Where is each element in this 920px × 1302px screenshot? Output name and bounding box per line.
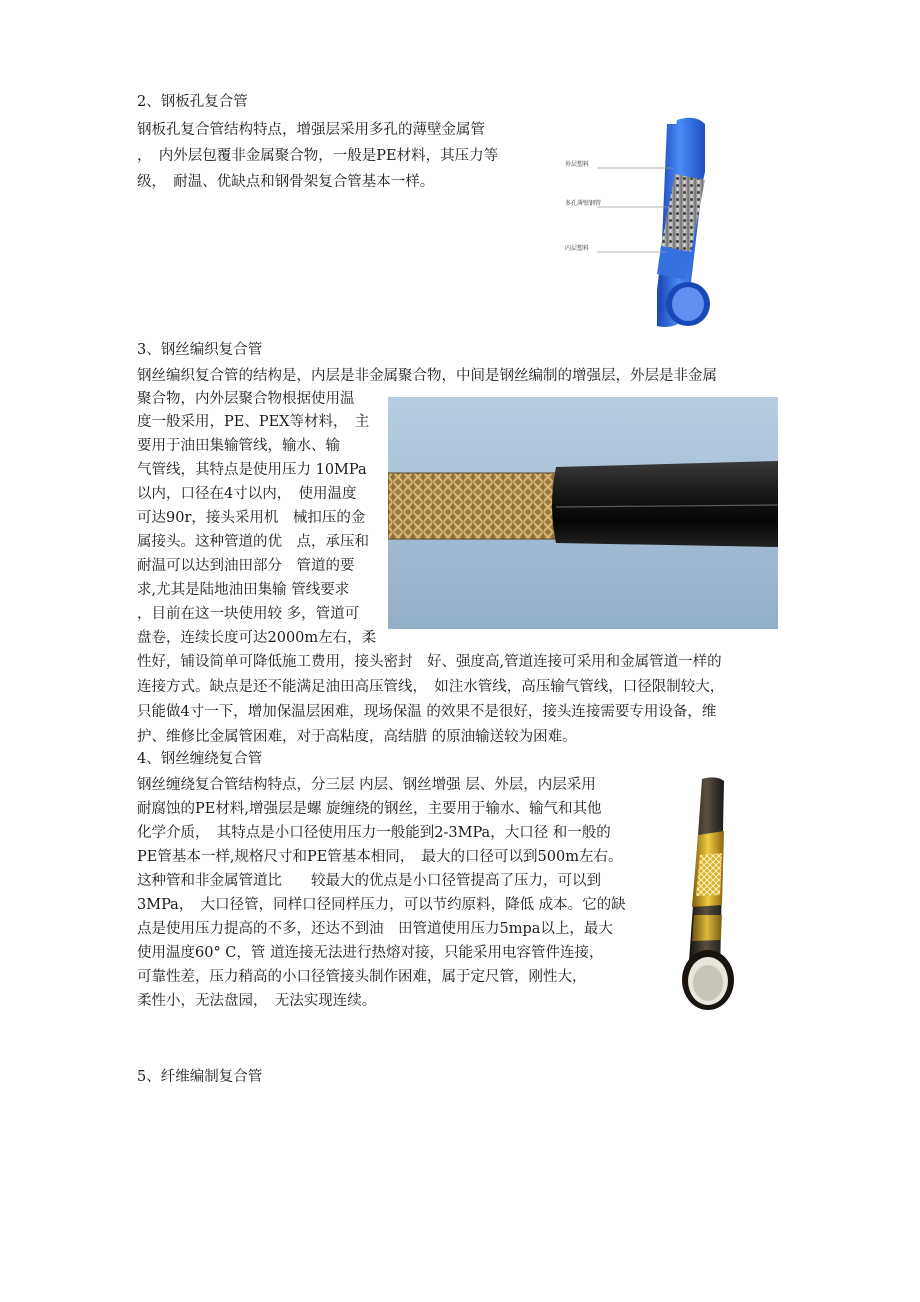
paragraph-line: 柔性小，无法盘园， 无法实现连续。 — [137, 993, 377, 1009]
paragraph-line: 可靠性差，压力稍高的小口径管接头制作困难，属于定尺管，刚性大， — [137, 969, 587, 985]
section-3-heading: 3、钢丝编织复合管 — [137, 342, 263, 358]
paragraph-line: 使用温度60° C，管 道连接无法进行热熔对接，只能采用电容管件连接， — [137, 945, 604, 961]
paragraph-line: 耐腐蚀的PE材料,增强层是螺 旋缠绕的钢丝，主要用于输水、输气和其他 — [137, 801, 602, 817]
paragraph-line: 气管线，其特点是使用压力 10MPa — [137, 462, 367, 478]
paragraph-line: 性好，铺设简单可降低施工费用，接头密封 好、强度高,管道连接可采用和金属管道一样的 — [137, 654, 722, 670]
figure-label-steel: 多孔薄壁钢管 — [565, 200, 602, 207]
paragraph-line: 盘卷，连续长度可达2000m左右，柔 — [137, 630, 377, 646]
paragraph-line: 这种管和非金属管道比 较最大的优点是小口径管提高了压力，可以到 — [137, 873, 601, 889]
section-3-body-left — [137, 410, 376, 650]
paragraph-line: 钢板孔复合管结构特点，增强层采用多孔的薄壁金属管 — [137, 122, 485, 138]
perforated-steel-pipe-figure — [555, 112, 745, 334]
paragraph-line: 钢丝缠绕复合管结构特点，分三层 内层、钢丝增强 层、外层，内层采用 — [137, 777, 596, 793]
paragraph-line: 只能做4寸一下，增加保温层困难，现场保温 的效果不是很好，接头连接需要专用设备，维 — [137, 704, 717, 720]
paragraph-line: 护、维修比金属管困难，对于高粘度，高结腊 的原油输送较为困难。 — [137, 729, 577, 745]
paragraph-line: 化学介质， 其特点是小口径使用压力一般能到2-3MPa，大口径 和一般的 — [137, 825, 611, 841]
paragraph-line: 连接方式。缺点是还不能满足油田高压管线， 如注水管线，高压输气管线，口径限制较大， — [137, 679, 725, 695]
paragraph-line: 属接头。这种管道的优 点，承压和 — [137, 534, 369, 550]
paragraph-line: ， 内外层包覆非金属聚合物，一般是PE材料，其压力等 — [137, 148, 499, 164]
paragraph-line: ，目前在这一块使用较 多，管道可 — [137, 606, 360, 622]
section-2-heading: 2、钢板孔复合管 — [137, 94, 248, 110]
section-2-body — [137, 120, 498, 192]
figure-label-inner: 内层塑料 — [565, 245, 590, 252]
paragraph-line: 耐温可以达到油田部分 管道的要 — [137, 558, 355, 574]
paragraph-line: 3MPa， 大口径管，同样口径同样压力，可以节约原料，降低 成本。它的缺 — [137, 897, 626, 913]
paragraph-line: 级， 耐温、优缺点和钢骨架复合管基本一样。 — [137, 174, 435, 190]
section-5-heading: 5、纤维编制复合管 — [137, 1069, 263, 1085]
section-4-body — [137, 773, 626, 1013]
paragraph-line: 可达90r，接头采用机 械扣压的金 — [137, 510, 366, 526]
paragraph-line: PE管基本一样,规格尺寸和PE管基本相同， 最大的口径可以到500m左右。 — [137, 849, 623, 865]
section-4-heading: 4、钢丝缠绕复合管 — [137, 751, 263, 767]
paragraph-line: 钢丝编织复合管的结构是，内层是非金属聚合物，中间是钢丝编制的增强层，外层是非金属 — [137, 368, 717, 384]
paragraph-line: 要用于油田集输管线，输水、输 — [137, 438, 340, 454]
section-3-body-bottom — [137, 650, 724, 750]
wound-steel-pipe-figure — [668, 775, 758, 1015]
paragraph-line: 点是使用压力提高的不多，还达不到油 田管道使用压力5mpa以上，最大 — [137, 921, 613, 937]
paragraph-line: 聚合物，内外层聚合物根据使用温 — [137, 391, 355, 407]
paragraph-line: 以内，口径在4寸以内， 使用温度 — [137, 486, 357, 502]
braided-steel-pipe-photo — [388, 397, 778, 629]
paragraph-line: 求,尤其是陆地油田集输 管线要求 — [137, 582, 350, 598]
paragraph-line: 度一般采用，PE、PEX等材料， 主 — [137, 414, 370, 430]
figure-label-outer: 外层塑料 — [565, 161, 590, 168]
